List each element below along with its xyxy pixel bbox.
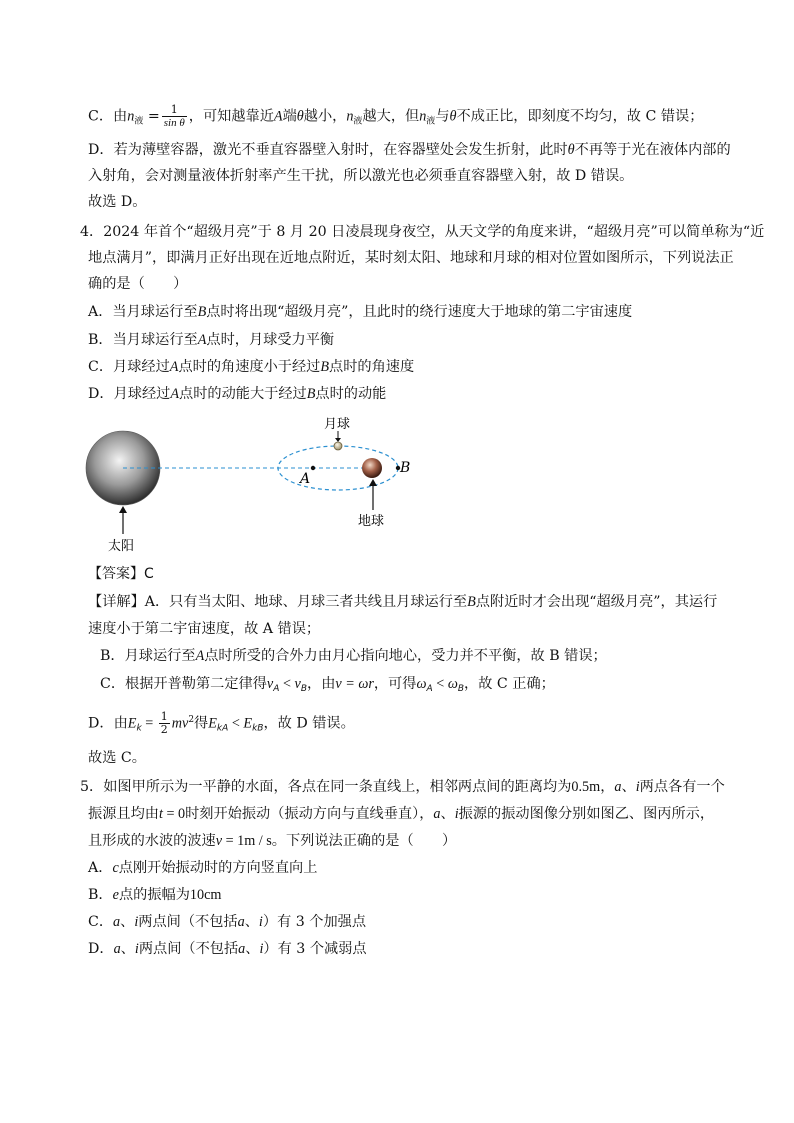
sun-arrow-head	[119, 506, 127, 513]
moon-body	[334, 442, 342, 450]
q4-stem-line1: 4．2024 年首个“超级月亮”于 8 月 20 日凌晨现身夜空，从天文学的角度来讲，“超级月亮”可以简单称为“近	[80, 224, 765, 240]
earth-label: 地球	[358, 514, 385, 529]
q4-stem-line2: 地点满月”，即满月正好出现在近地点附近，某时刻太阳、地球和月球的相对位置如图所示，下列说法正	[88, 250, 734, 266]
moon-label: 月球	[324, 417, 351, 432]
q3-option-c: C．由$n_液$ = $\frac{1}{\text{sin θ}}$ ，可知越靠近A端θ越小，$n_液$越大，但$n_液$与θ不成正比，即刻度不均匀，故 C 错误；	[88, 103, 704, 129]
q3-conclusion: 故选 D。	[88, 194, 147, 210]
sun-label: 太阳	[108, 539, 135, 554]
q5-stem-line1: 5．如图甲所示为一平静的水面，各点在同一条直线上，相邻两点间的距离均为0.5m，a、i两点各有一个	[80, 779, 725, 795]
fraction-1-over-sin: $\frac{1}{\text{sin θ}}$	[163, 103, 185, 129]
q3-option-d-line1: D．若为薄壁容器，激光不垂直容器壁入射时，在容器壁处会发生折射，此时θ不再等于光在液体内部的	[88, 142, 731, 158]
q5-option-b: B．e点的振幅为10cm	[88, 887, 222, 903]
q4-option-b: B．当月球运行至A点时，月球受力平衡	[88, 332, 335, 348]
sun-earth-moon-diagram	[80, 410, 420, 560]
q5-stem-line2: 振源且均由t = 0时刻开始振动（振动方向与直线垂直），a、i振源的振动图像分别如图乙、图丙所示，	[88, 806, 715, 822]
q4-option-a: A．当月球运行至B点时将出现“超级月亮”，且此时的绕行速度大于地球的第二宇宙速度	[88, 304, 633, 320]
q5-stem-line3: 且形成的水波的波速v = 1m / s。下列说法正确的是（ ）	[88, 833, 457, 849]
point-a-label: A	[300, 471, 311, 487]
earth-body	[362, 458, 382, 478]
q4-option-d: D．月球经过A点时的动能大于经过B点时的动能	[88, 386, 387, 402]
moon-arrow-head	[335, 438, 341, 442]
earth-arrow-head	[369, 479, 377, 486]
q4-detail-c: C．根据开普勒第二定律得$v_A < v_B$，由v = ωr，可得$\omega_A < \omega_B$，故 C 正确；	[100, 676, 555, 694]
q3-option-d-line2: 入射角，会对测量液体折射率产生干扰，所以激光也必须垂直容器壁入射，故 D 错误。	[88, 168, 634, 184]
q4-answer: 【答案】C	[88, 566, 154, 582]
q4-detail-a-line1: 【详解】A．只有当太阳、地球、月球三者共线且月球运行至B点附近时才会出现“超级月亮”，其运行	[88, 594, 718, 610]
q4-detail-d: D．由$E_k$ = $\frac{1}{2}$ $mv^2$得$E_{kA} < E_{kB}$，故 D 错误。	[88, 710, 355, 737]
q4-detail-b: B．月球运行至A点时所受的合外力由月心指向地心，受力并不平衡，故 B 错误；	[100, 648, 607, 664]
q4-stem-line3: 确的是（ ）	[88, 276, 188, 292]
q5-option-a: A．c点刚开始振动时的方向竖直向上	[88, 860, 318, 876]
q5-option-d: D．a、i两点间（不包括a、i）有 3 个减弱点	[88, 941, 367, 957]
q4-option-c: C．月球经过A点时的角速度小于经过B点时的角速度	[88, 359, 415, 375]
point-b-label: B	[400, 460, 411, 476]
fraction-one-half: $\frac{1}{2}$	[160, 710, 168, 737]
point-a-dot	[311, 466, 315, 470]
q4-conclusion: 故选 C。	[88, 750, 146, 766]
q4-detail-a-line2: 速度小于第二宇宙速度，故 A 错误；	[88, 621, 321, 637]
q5-option-c: C．a、i两点间（不包括a、i）有 3 个加强点	[88, 914, 367, 930]
